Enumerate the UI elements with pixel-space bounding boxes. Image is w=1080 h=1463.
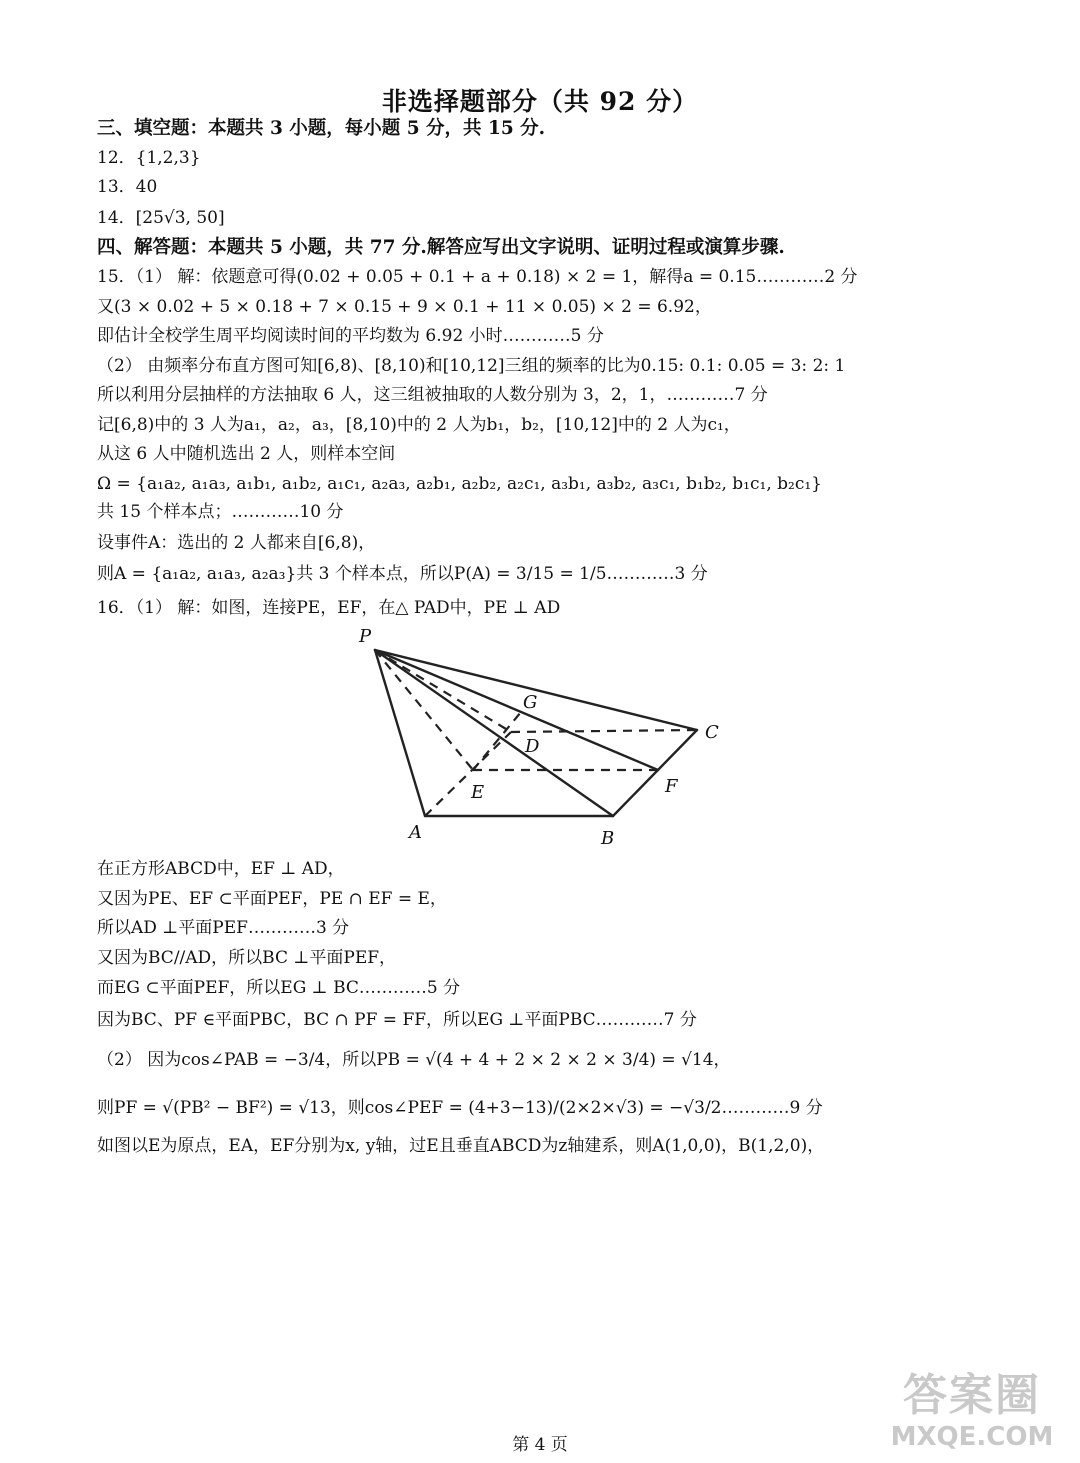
q16-line-9: 如图以E为原点，EA，EF分别为x, y轴，过E且垂直ABCD为z轴建系，则A(1,0,0)，B(1,2,0)， (97, 1136, 825, 1156)
q15-line-1: 15．（1） 解：依题意可得(0.02 + 0.05 + 0.1 + a + 0.18) × 2 = 1，解得a = 0.15…………2 分 (97, 267, 858, 287)
label-C: C (705, 722, 719, 743)
edge-BC (613, 730, 697, 816)
q15-line-4: （2） 由频率分布直方图可知[6,8)、[8,10)和[10,12]三组的频率的比为0.15: 0.1: 0.05 = 3: 2: 1 (97, 356, 846, 376)
answer-13: 13．40 (97, 177, 158, 197)
pyramid-figure (345, 622, 745, 852)
edge-EG (473, 712, 521, 770)
q15-line-5: 所以利用分层抽样的方法抽取 6 人，这三组被抽取的人数分别为 3，2，1，…………7 分 (97, 385, 768, 405)
q15-line-3: 即估计全校学生周平均阅读时间的平均数为 6.92 小时…………5 分 (97, 326, 604, 346)
edge-AD (425, 732, 511, 816)
watermark-top: 答案圈 (903, 1370, 1041, 1421)
label-E: E (471, 782, 485, 803)
q16-line-5: 而EG ⊂平面PEF，所以EG ⊥ BC…………5 分 (97, 978, 461, 998)
label-P: P (359, 626, 372, 647)
label-G: G (523, 692, 538, 713)
watermark-logo (882, 1370, 1062, 1460)
answer-12: 12．{1,2,3} (97, 148, 201, 168)
q16-line-6: 因为BC、PF ∈平面PBC，BC ∩ PF = FF，所以EG ⊥平面PBC…………7 分 (97, 1010, 697, 1030)
edge-PE (375, 650, 473, 770)
q15-line-6: 记[6,8)中的 3 人为a₁，a₂，a₃，[8,10)中的 2 人为b₁，b₂，[10,12]中的 2 人为c₁， (97, 415, 741, 435)
page-title: 非选择题部分（共 92 分） (381, 87, 699, 116)
q16-line-1: 在正方形ABCD中，EF ⊥ AD， (97, 859, 345, 879)
section-four-heading: 四、解答题：本题共 5 小题，共 77 分.解答应写出文字说明、证明过程或演算步骤. (97, 237, 785, 258)
q15-line-10: 设事件A：选出的 2 人都来自[6,8)， (97, 533, 376, 553)
q16-line-8: 则PF = √(PB² − BF²) = √13，则cos∠PEF = (4+3−13)/(2×2×√3) = −√3/2…………9 分 (97, 1098, 823, 1118)
q15-line-9: 共 15 个样本点；…………10 分 (97, 502, 344, 522)
q16-line-2: 又因为PE、EF ⊂平面PEF，PE ∩ EF = E， (97, 889, 447, 909)
label-A: A (409, 822, 422, 843)
q16-line-7: （2） 因为cos∠PAB = −3/4，所以PB = √(4 + 4 + 2 × 2 × 2 × 3/4) = √14， (97, 1050, 731, 1070)
page-number: 第 4 页 (512, 1435, 568, 1455)
label-B: B (601, 828, 615, 849)
label-D: D (525, 736, 540, 757)
q16-line-4: 又因为BC//AD，所以BC ⊥平面PEF， (97, 948, 397, 968)
watermark-bottom: MXQE.COM (890, 1422, 1054, 1452)
q16-line-3: 所以AD ⊥平面PEF…………3 分 (97, 918, 350, 938)
q15-line-2: 又(3 × 0.02 + 5 × 0.18 + 7 × 0.15 + 9 × 0.1 + 11 × 0.05) × 2 = 6.92， (97, 297, 712, 317)
q15-line-11: 则A = {a₁a₂, a₁a₃, a₂a₃}共 3 个样本点，所以P(A) = 3/15 = 1/5…………3 分 (97, 564, 708, 584)
q15-line-8: Ω = {a₁a₂, a₁a₃, a₁b₁, a₁b₂, a₁c₁, a₂a₃, a₂b₁, a₂b₂, a₂c₁, a₃b₁, a₃b₂, a₃c₁, b₁b₂, b₁c₁, b₂c₁} (97, 474, 822, 494)
q16-intro: 16．（1） 解：如图，连接PE，EF，在△ PAD中，PE ⊥ AD (97, 598, 561, 618)
label-F: F (665, 776, 678, 797)
edge-DC (511, 730, 697, 732)
answer-14: 14．[25√3, 50] (97, 208, 225, 228)
edge-PB (375, 650, 613, 816)
section-three-heading: 三、填空题：本题共 3 小题，每小题 5 分，共 15 分. (97, 118, 546, 139)
q15-line-7: 从这 6 人中随机选出 2 人，则样本空间 (97, 444, 396, 464)
